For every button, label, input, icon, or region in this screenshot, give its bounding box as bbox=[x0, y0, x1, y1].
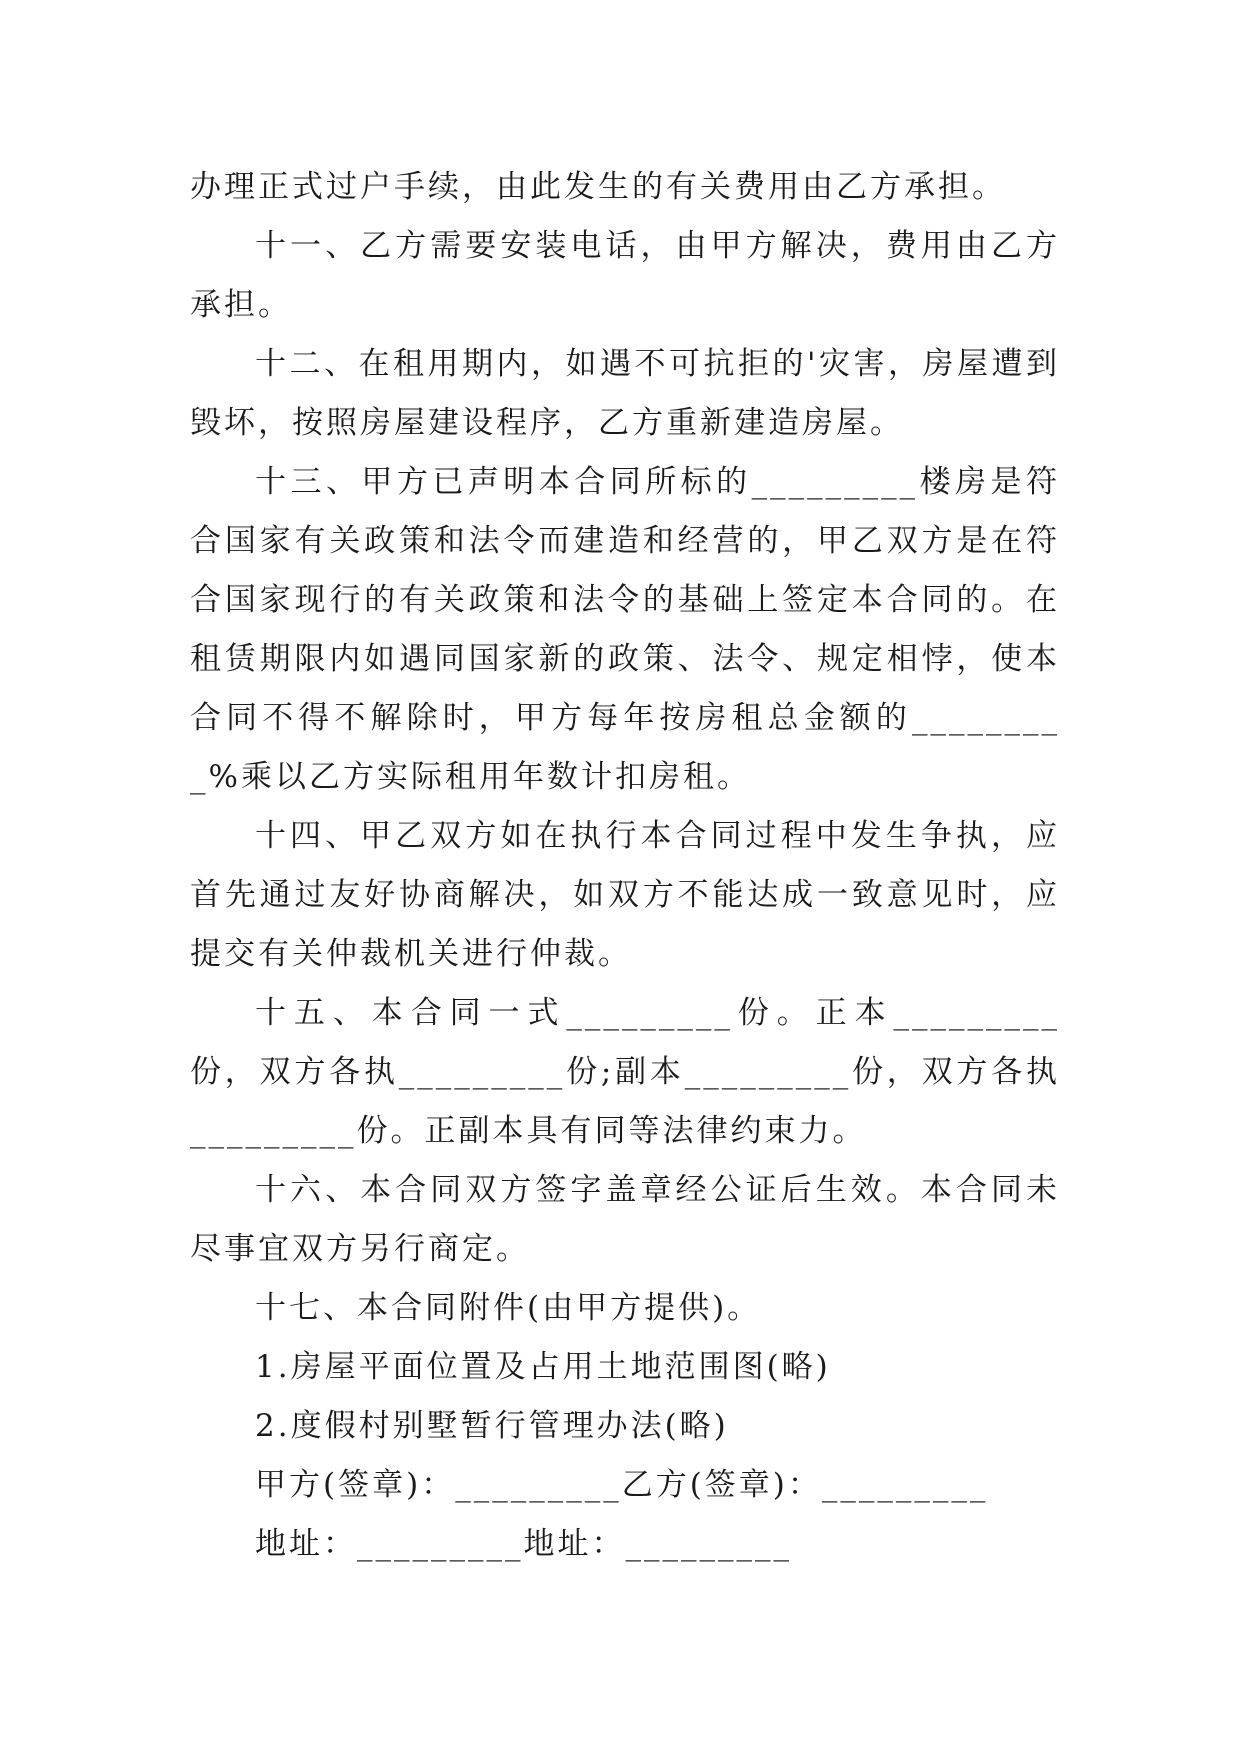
contract-body bbox=[190, 158, 1060, 1574]
party-a-address: 地址：_________ bbox=[255, 1526, 524, 1562]
signature-row bbox=[190, 1456, 1060, 1515]
attachment-item-1: 1.房屋平面位置及占用土地范围图(略) bbox=[255, 1349, 831, 1385]
paragraph-transfer-fees: 办理正式过户手续，由此发生的有关费用由乙方承担。 bbox=[190, 169, 1006, 205]
party-b-address: 地址：_________ bbox=[523, 1526, 792, 1562]
party-a-signature: 甲方(签章)：_________ bbox=[255, 1467, 622, 1503]
clause-12-disaster: 十二、在租用期内，如遇不可抗拒的'灾害，房屋遭到毁坏，按照房屋建设程序，乙方重新建造房屋。 bbox=[190, 346, 1060, 441]
clause-11-telephone: 十一、乙方需要安装电话，由甲方解决，费用由乙方承担。 bbox=[190, 228, 1060, 323]
clause-17-attachments: 十七、本合同附件(由甲方提供)。 bbox=[255, 1290, 762, 1326]
party-b-signature: 乙方(签章)：_________ bbox=[621, 1467, 989, 1503]
clause-14-dispute: 十四、甲乙双方如在执行本合同过程中发生争执，应首先通过友好协商解决，如双方不能达成一致意见时，应提交有关仲裁机关进行仲裁。 bbox=[190, 818, 1060, 972]
clause-15-copies: 十五、本合同一式_________份。正本_________份，双方各执_________份;副本_________份，双方各执_________份。正副本具有同等法律约束力。 bbox=[190, 995, 1060, 1149]
clause-13-policy: 十三、甲方已声明本合同所标的_________楼房是符合国家有关政策和法令而建造和经营的，甲乙双方是在符合国家现行的有关政策和法令的基础上签定本合同的。在租赁期限内如遇同国家新的政策、法令、规定相悖，使本合同不得不解除时，甲方每年按房租总金额的_________%乘以乙方实际租用年数计扣房租。 bbox=[190, 464, 1060, 795]
address-row bbox=[190, 1515, 1060, 1574]
attachment-item-2: 2.度假村别墅暂行管理办法(略) bbox=[255, 1408, 729, 1444]
clause-16-effective: 十六、本合同双方签字盖章经公证后生效。本合同未尽事宜双方另行商定。 bbox=[190, 1172, 1060, 1267]
